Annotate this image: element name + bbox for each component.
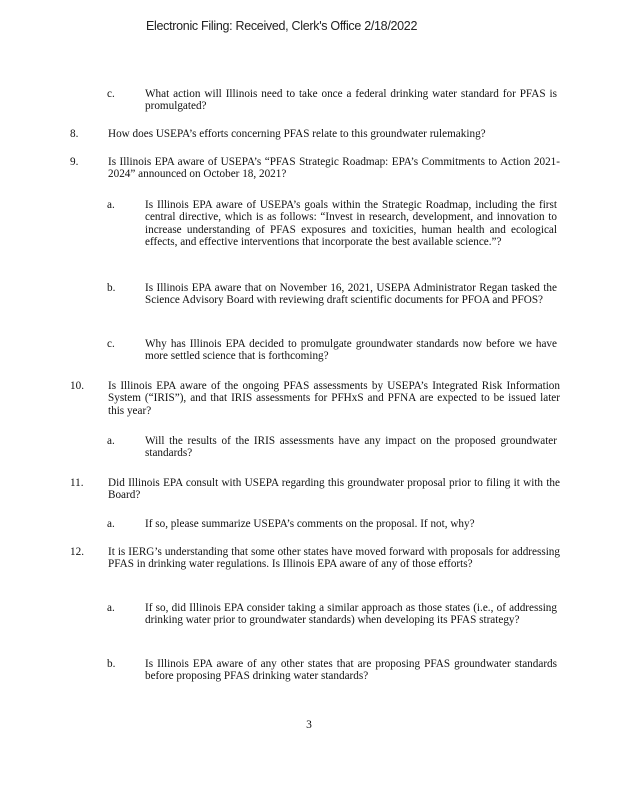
item-text: Is Illinois EPA aware of any other states that are proposing PFAS groundwater standards before proposing PFAS drinking water standards? [145,658,557,683]
question-item [70,380,560,417]
item-label: b. [107,658,116,670]
question-item [107,435,557,460]
item-label: a. [107,518,115,530]
item-label: 11. [70,477,84,489]
item-text: Is Illinois EPA aware of USEPA’s “PFAS Strategic Roadmap: EPA’s Commitments to Action 2021-2024” announced on October 18, 2021? [108,156,560,181]
question-item [70,156,560,181]
item-text: Is Illinois EPA aware of the ongoing PFAS assessments by USEPA’s Integrated Risk Information System (“IRIS”), and that IRIS assessments for PFHxS and PFNA are expected to be issued later this year? [108,380,560,417]
question-item [70,477,560,502]
item-text: Will the results of the IRIS assessments have any impact on the proposed groundwater standards? [145,435,557,460]
item-text: If so, please summarize USEPA’s comments on the proposal. If not, why? [145,518,475,530]
electronic-filing-stamp: Electronic Filing: Received, Clerk's Office 2/18/2022 [146,19,418,33]
question-item [107,338,557,363]
item-text: Is Illinois EPA aware of USEPA’s goals within the Strategic Roadmap, including the first central directive, which is as follows: “Invest in research, development, and innovation to increase understanding of PFAS exposures and toxicities, human health and ecological effects, and effective interventions that incorporate the best available science.”? [145,199,557,249]
question-item [107,282,557,307]
question-item [107,88,557,113]
item-label: 9. [70,156,79,168]
question-item [107,658,557,683]
item-label: a. [107,602,115,614]
item-text: If so, did Illinois EPA consider taking a similar approach as those states (i.e., of addressing drinking water prior to groundwater standards) when developing its PFAS strategy? [145,602,557,627]
item-label: b. [107,282,116,294]
question-item [107,199,557,249]
item-text: Why has Illinois EPA decided to promulgate groundwater standards now before we have more settled science that is forthcoming? [145,338,557,363]
item-text: Did Illinois EPA consult with USEPA regarding this groundwater proposal prior to filing it with the Board? [108,477,560,502]
item-label: c. [107,88,115,100]
page-number: 3 [306,719,312,731]
item-label: a. [107,199,115,211]
question-item [107,602,557,627]
item-label: 8. [70,128,79,140]
item-text: What action will Illinois need to take once a federal drinking water standard for PFAS is promulgated? [145,88,557,113]
question-item [70,546,560,571]
question-item [107,518,557,530]
item-text: It is IERG’s understanding that some other states have moved forward with proposals for addressing PFAS in drinking water regulations. Is Illinois EPA aware of any of those efforts? [108,546,560,571]
item-label: a. [107,435,115,447]
item-text: How does USEPA’s efforts concerning PFAS relate to this groundwater rulemaking? [108,128,486,140]
item-text: Is Illinois EPA aware that on November 16, 2021, USEPA Administrator Regan tasked the Science Advisory Board with reviewing draft scientific documents for PFOA and PFOS? [145,282,557,307]
question-item [70,128,560,140]
item-label: c. [107,338,115,350]
item-label: 12. [70,546,84,558]
item-label: 10. [70,380,84,392]
